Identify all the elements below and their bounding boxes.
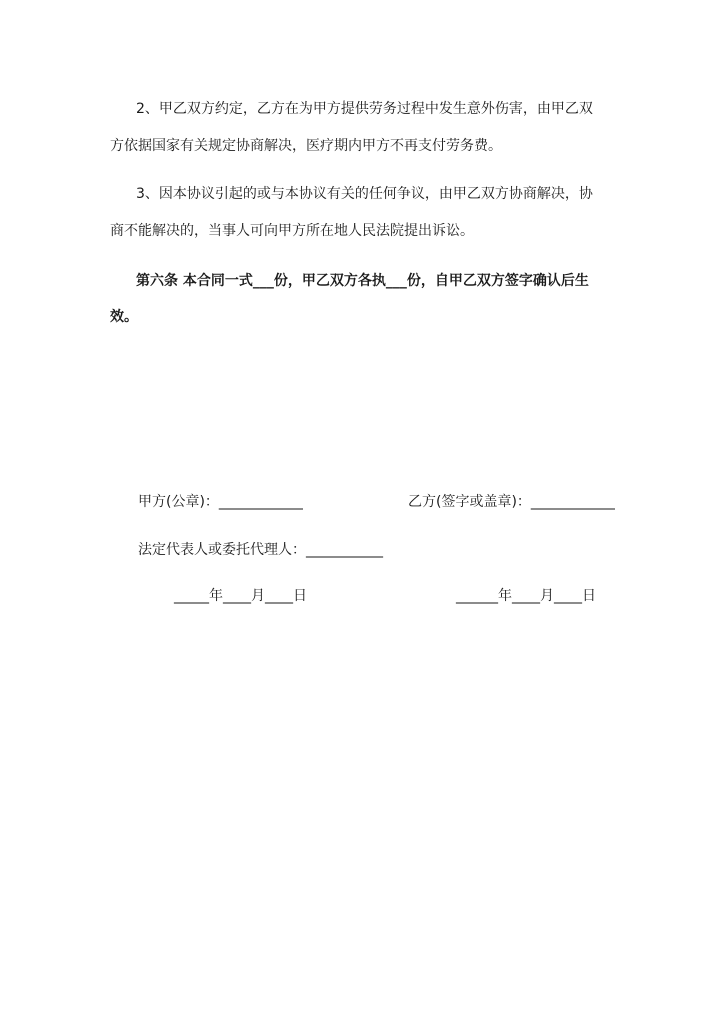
clause-2-line-1: 2、甲乙双方约定，乙方在为甲方提供劳务过程中发生意外伤害，由甲乙双 — [136, 101, 593, 117]
article-6-line-1: 第六条 本合同一式___份，甲乙双方各执___份，自甲乙双方签字确认后生 — [136, 273, 589, 289]
representative-signature-field: 法定代表人或委托代理人：___________ — [138, 542, 383, 558]
clause-2-line-2: 方依据国家有关规定协商解决，医疗期内甲方不再支付劳务费。 — [110, 138, 502, 154]
party-a-date-field: _____年____月____日 — [174, 588, 307, 604]
party-b-signature-field: 乙方(签字或盖章)：____________ — [408, 494, 615, 510]
article-6-line-2: 效。 — [110, 309, 138, 325]
party-a-signature-field: 甲方(公章)：____________ — [138, 494, 303, 510]
clause-3-line-2: 商不能解决的，当事人可向甲方所在地人民法院提出诉讼。 — [110, 223, 474, 239]
party-b-date-field: ______年____月____日 — [456, 588, 596, 604]
clause-3-line-1: 3、因本协议引起的或与本协议有关的任何争议，由甲乙双方协商解决，协 — [136, 186, 593, 202]
